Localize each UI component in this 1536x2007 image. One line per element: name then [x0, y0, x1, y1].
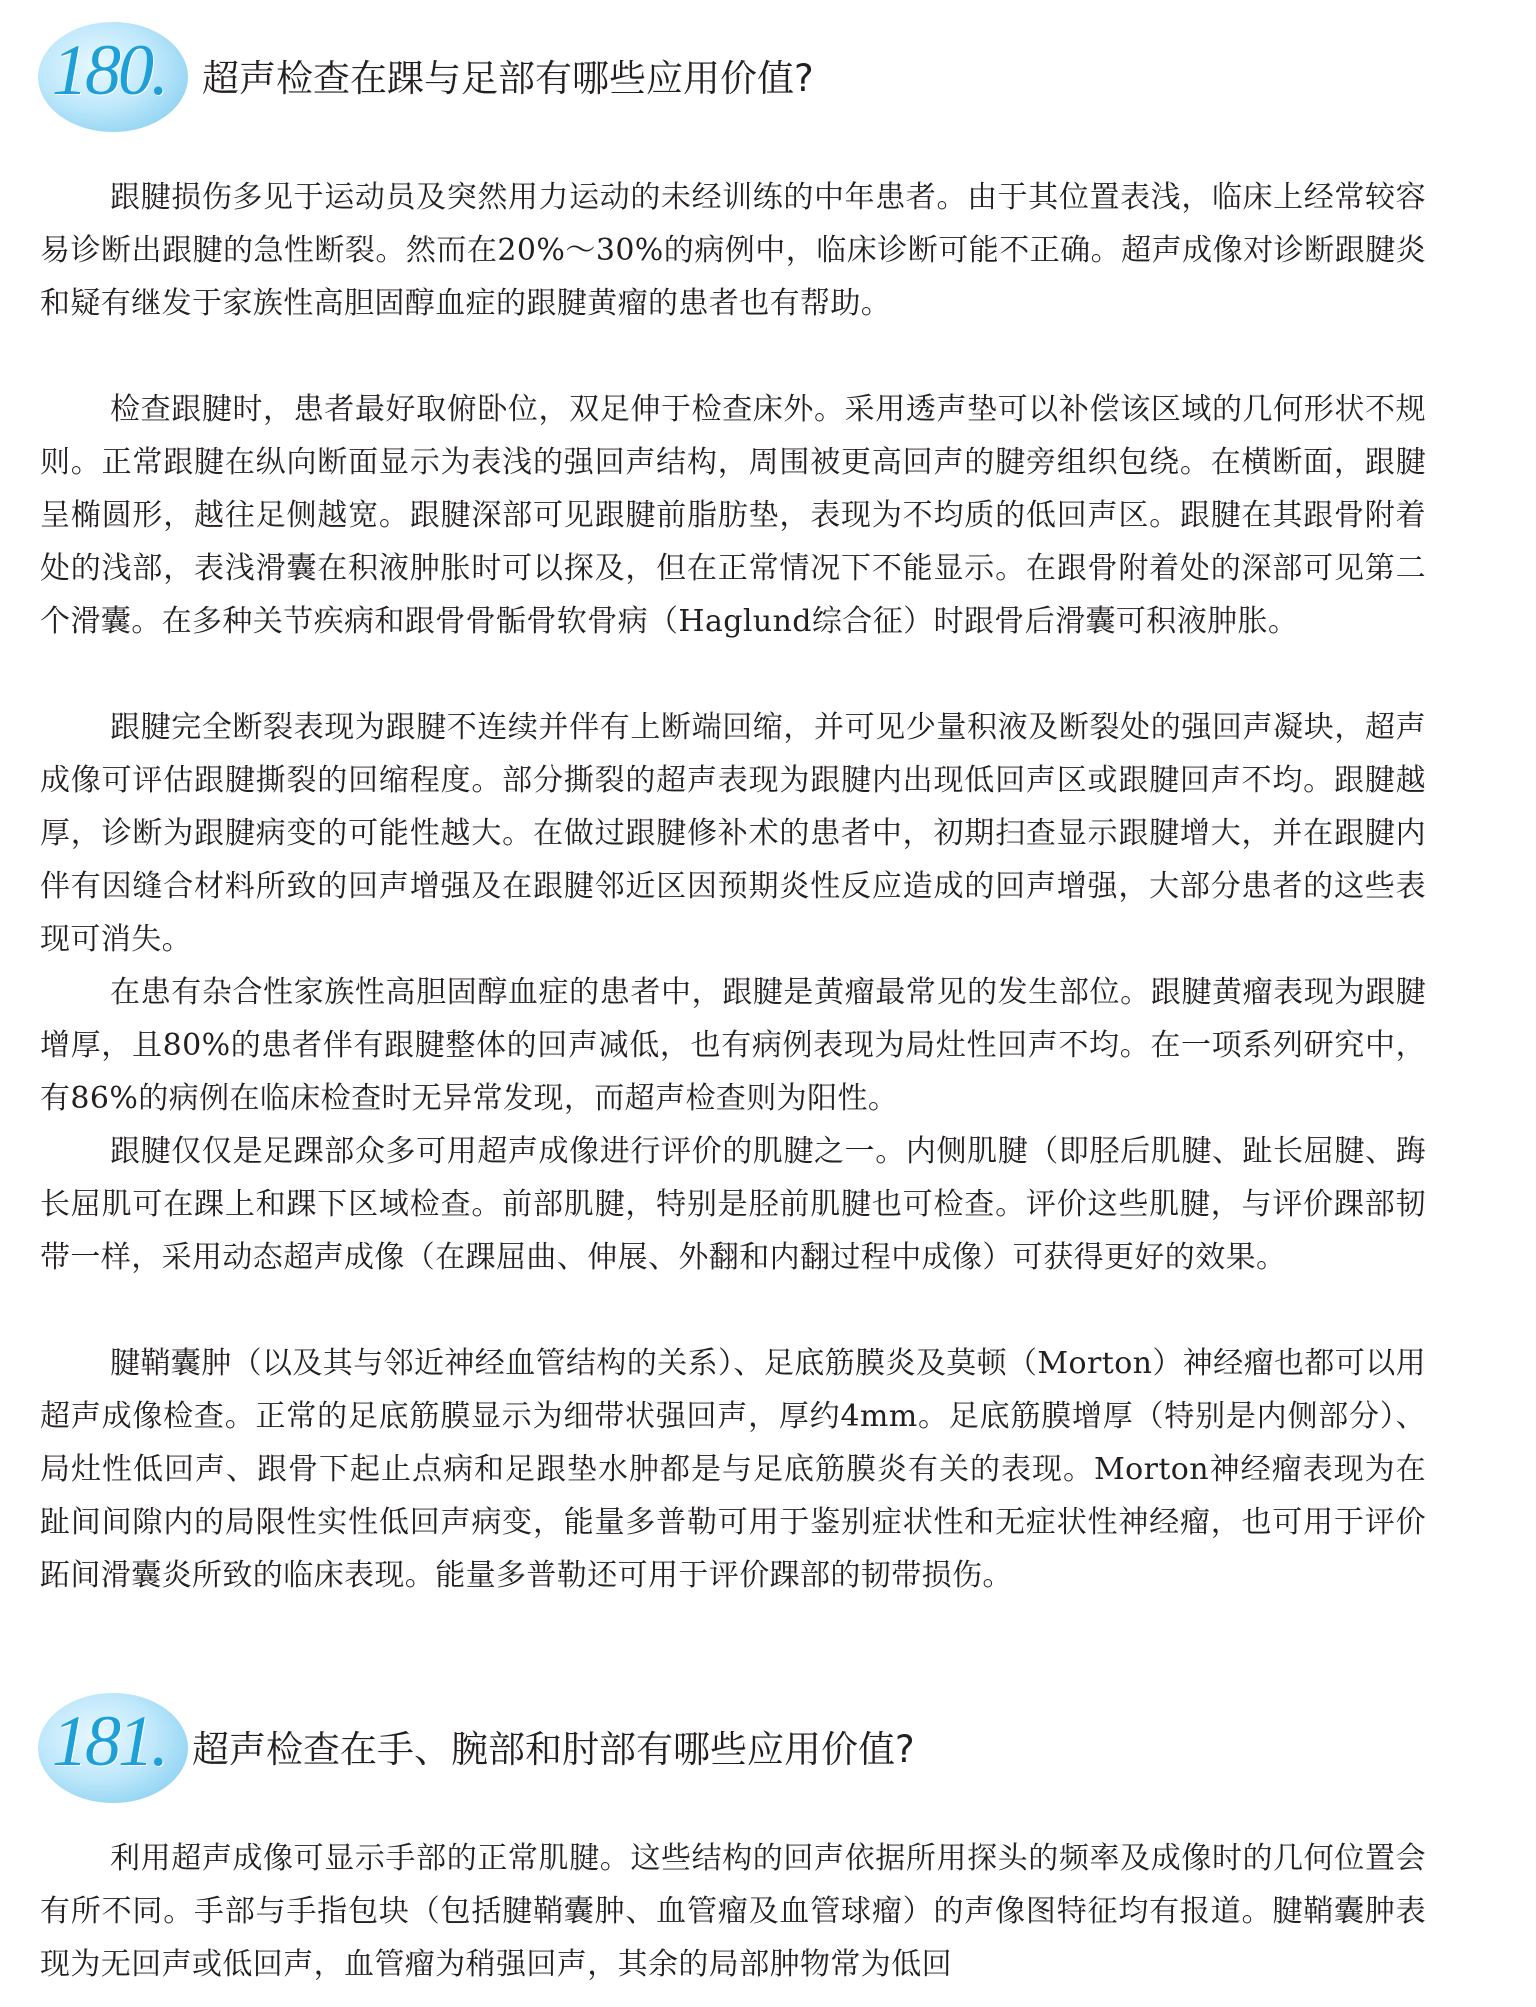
section-heading-180: [38, 22, 1498, 132]
paragraph: 在患有杂合性家族性高胆固醇血症的患者中，跟腱是黄瘤最常见的发生部位。跟腱黄瘤表现为跟腱增厚，且80%的患者伴有跟腱整体的回声减低，也有病例表现为局灶性回声不均。在一项系列研究中，有86%的病例在临床检查时无异常发现，而超声检查则为阳性。: [40, 975, 1426, 1116]
section-heading-181: [38, 1693, 1498, 1803]
paragraph: 跟腱损伤多见于运动员及突然用力运动的未经训练的中年患者。由于其位置表浅，临床上经常较容易诊断出跟腱的急性断裂。然而在20%～30%的病例中，临床诊断可能不正确。超声成像对诊断跟腱炎和疑有继发于家族性高胆固醇血症的跟腱黄瘤的患者也有帮助。: [40, 180, 1426, 321]
section-title: 超声检查在手、腕部和肘部有哪些应用价值?: [192, 1728, 915, 1771]
paragraph: 跟腱完全断裂表现为跟腱不连续并伴有上断端回缩，并可见少量积液及断裂处的强回声凝块，超声成像可评估跟腱撕裂的回缩程度。部分撕裂的超声表现为跟腱内出现低回声区或跟腱回声不均。跟腱越厚，诊断为跟腱病变的可能性越大。在做过跟腱修补术的患者中，初期扫查显示跟腱增大，并在跟腱内伴有因缝合材料所致的回声增强及在跟腱邻近区因预期炎性反应造成的回声增强，大部分患者的这些表现可消失。: [40, 710, 1426, 957]
question-number: 180.: [52, 30, 166, 110]
paragraph: 检查跟腱时，患者最好取俯卧位，双足伸于检查床外。采用透声垫可以补偿该区域的几何形状不规则。正常跟腱在纵向断面显示为表浅的强回声结构，周围被更高回声的腱旁组织包绕。在横断面，跟腱呈椭圆形，越往足侧越宽。跟腱深部可见跟腱前脂肪垫，表现为不均质的低回声区。跟腱在其跟骨附着处的浅部，表浅滑囊在积液肿胀时可以探及，但在正常情况下不能显示。在跟骨附着处的深部可见第二个滑囊。在多种关节疾病和跟骨骨骺骨软骨病（Haglund综合征）时跟骨后滑囊可积液肿胀。: [40, 392, 1426, 639]
paragraph: 跟腱仅仅是足踝部众多可用超声成像进行评价的肌腱之一。内侧肌腱（即胫后肌腱、趾长屈腱、踇长屈肌可在踝上和踝下区域检查。前部肌腱，特别是胫前肌腱也可检查。评价这些肌腱，与评价踝部韧带一样，采用动态超声成像（在踝屈曲、伸展、外翻和内翻过程中成像）可获得更好的效果。: [40, 1134, 1426, 1275]
paragraph: 利用超声成像可显示手部的正常肌腱。这些结构的回声依据所用探头的频率及成像时的几何位置会有所不同。手部与手指包块（包括腱鞘囊肿、血管瘤及血管球瘤）的声像图特征均有报道。腱鞘囊肿表现为无回声或低回声，血管瘤为稍强回声，其余的局部肿物常为低回: [40, 1841, 1426, 1982]
section-title: 超声检查在踝与足部有哪些应用价值?: [202, 57, 814, 100]
paragraph: 腱鞘囊肿（以及其与邻近神经血管结构的关系）、足底筋膜炎及莫顿（Morton）神经瘤也都可以用超声成像检查。正常的足底筋膜显示为细带状强回声，厚约4mm。足底筋膜增厚（特别是内侧部分）、局灶性低回声、跟骨下起止点病和足跟垫水肿都是与足底筋膜炎有关的表现。Morton神经瘤表现为在趾间间隙内的局限性实性低回声病变，能量多普勒可用于鉴别症状性和无症状性神经瘤，也可用于评价跖间滑囊炎所致的临床表现。能量多普勒还可用于评价踝部的韧带损伤。: [40, 1346, 1426, 1593]
question-number: 181.: [52, 1701, 166, 1781]
